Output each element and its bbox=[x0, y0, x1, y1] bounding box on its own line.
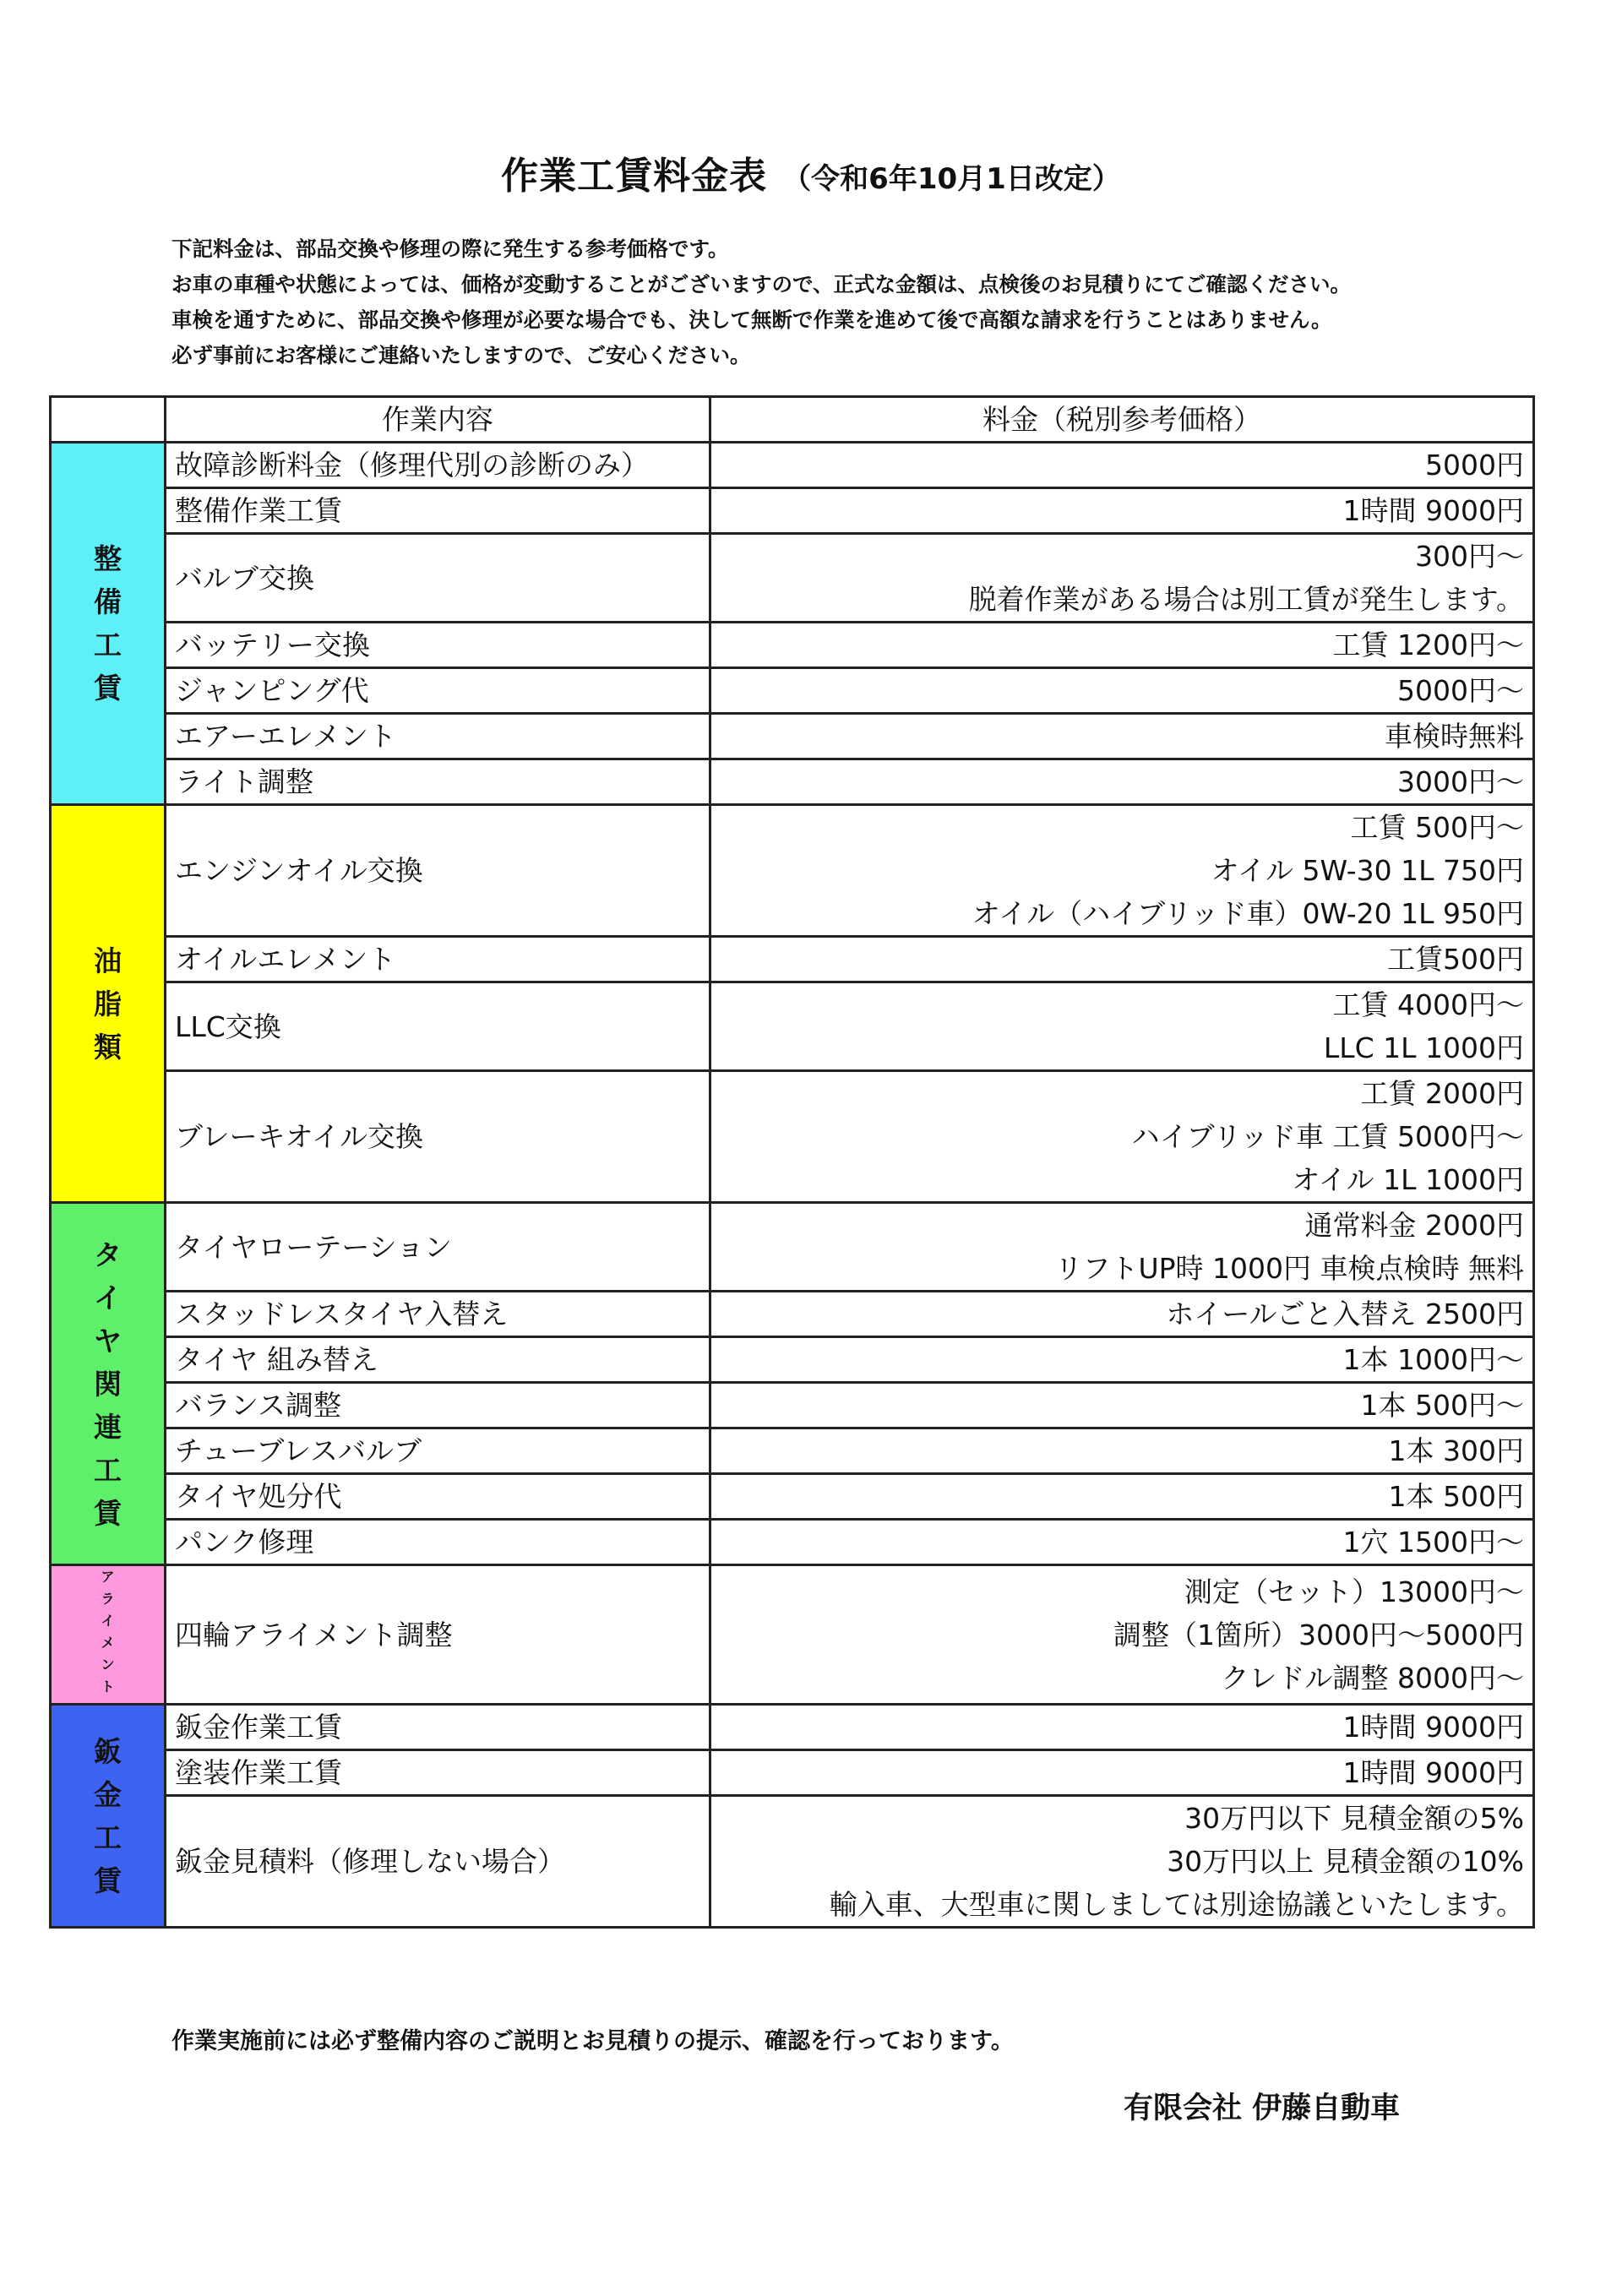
fee-line: LLC 1L 1000円 bbox=[1323, 1031, 1524, 1064]
footer-note: 作業実施前には必ず整備内容のご説明とお見積りの提示、確認を行っております。 bbox=[171, 2028, 1014, 2054]
header-fee: 料金（税別参考価格） bbox=[710, 397, 1534, 443]
work-item: バランス調整 bbox=[166, 1383, 710, 1428]
category-cell bbox=[51, 443, 166, 805]
fee-cell bbox=[710, 1520, 1534, 1565]
work-item: LLC交換 bbox=[166, 982, 710, 1071]
category-label: 油脂類 bbox=[94, 944, 122, 1064]
fee-line: 工賃500円 bbox=[1387, 943, 1524, 976]
fee-cell bbox=[710, 668, 1534, 714]
fee-cell bbox=[710, 937, 1534, 982]
table-row bbox=[51, 1796, 1534, 1928]
fee-line: クレドル調整 8000円～ bbox=[1221, 1661, 1524, 1695]
intro-line: お車の車種や状態によっては、価格が変動することがございますので、正式な金額は、点検後のお見積りにてご確認ください。 bbox=[171, 272, 1352, 297]
fee-line: 工賃 4000円～ bbox=[1332, 988, 1524, 1021]
intro-line: 車検を通すために、部品交換や修理が必要な場合でも、決して無断で作業を進めて後で高額な請求を行うことはありません。 bbox=[171, 307, 1332, 332]
fee-cell bbox=[710, 1750, 1534, 1796]
work-item: 鈑金見積料（修理しない場合） bbox=[166, 1796, 710, 1928]
header-category bbox=[51, 397, 166, 443]
table-row bbox=[51, 443, 1534, 488]
table-row bbox=[51, 1428, 1534, 1474]
fee-table bbox=[49, 395, 1535, 1929]
table-row bbox=[51, 1071, 1534, 1203]
table-row bbox=[51, 1705, 1534, 1750]
category-label: 鈑金工賃 bbox=[94, 1734, 122, 1897]
category-cell bbox=[51, 1203, 166, 1565]
fee-cell bbox=[710, 1203, 1534, 1292]
table-row bbox=[51, 623, 1534, 668]
fee-cell bbox=[710, 714, 1534, 759]
fee-line: 300円～ bbox=[1415, 540, 1524, 573]
title-main: 作業工賃料金表 bbox=[501, 155, 768, 198]
category-label: アライメント bbox=[101, 1569, 115, 1695]
table-row bbox=[51, 759, 1534, 805]
fee-cell bbox=[710, 805, 1534, 937]
work-item: エアーエレメント bbox=[166, 714, 710, 759]
fee-cell bbox=[710, 443, 1534, 488]
fee-line: 1時間 9000円 bbox=[1342, 494, 1524, 527]
work-item: ジャンピング代 bbox=[166, 668, 710, 714]
table-row bbox=[51, 1203, 1534, 1292]
fee-line: 脱着作業がある場合は別工賃が発生します。 bbox=[968, 583, 1524, 616]
header-item: 作業内容 bbox=[166, 397, 710, 443]
table-row bbox=[51, 937, 1534, 982]
fee-line: 3000円～ bbox=[1397, 765, 1524, 798]
page-title bbox=[0, 145, 1622, 199]
fee-line: オイル 5W-30 1L 750円 bbox=[1211, 854, 1524, 887]
table-row bbox=[51, 1520, 1534, 1565]
fee-table-body bbox=[51, 443, 1534, 1928]
category-cell bbox=[51, 1705, 166, 1928]
fee-cell bbox=[710, 1071, 1534, 1203]
work-item: チューブレスバルブ bbox=[166, 1428, 710, 1474]
fee-cell bbox=[710, 1337, 1534, 1383]
table-row bbox=[51, 1383, 1534, 1428]
work-item: エンジンオイル交換 bbox=[166, 805, 710, 937]
table-row bbox=[51, 1337, 1534, 1383]
fee-cell bbox=[710, 982, 1534, 1071]
intro-line: 必ず事前にお客様にご連絡いたしますので、ご安心ください。 bbox=[171, 343, 751, 367]
fee-line: 工賃 500円～ bbox=[1350, 811, 1524, 844]
fee-cell bbox=[710, 1383, 1534, 1428]
category-cell bbox=[51, 1565, 166, 1705]
fee-line: 1本 500円 bbox=[1388, 1480, 1524, 1513]
fee-cell bbox=[710, 759, 1534, 805]
table-row bbox=[51, 714, 1534, 759]
fee-line: ホイールごと入替え 2500円 bbox=[1166, 1298, 1524, 1330]
category-label: タイヤ関連工賃 bbox=[94, 1238, 122, 1530]
company-name: 有限会社 伊藤自動車 bbox=[1124, 2092, 1401, 2125]
fee-line: 輸入車、大型車に関しましては別途協議といたします。 bbox=[829, 1888, 1524, 1921]
fee-cell bbox=[710, 1428, 1534, 1474]
fee-line: 測定（セット）13000円～ bbox=[1184, 1575, 1524, 1608]
intro-text bbox=[171, 231, 1557, 373]
fee-line: 1時間 9000円 bbox=[1342, 1711, 1524, 1744]
fee-line: 1時間 9000円 bbox=[1342, 1756, 1524, 1789]
table-row bbox=[51, 534, 1534, 623]
fee-cell bbox=[710, 1292, 1534, 1337]
work-item: 塗装作業工賃 bbox=[166, 1750, 710, 1796]
work-item: ブレーキオイル交換 bbox=[166, 1071, 710, 1203]
table-row bbox=[51, 668, 1534, 714]
fee-line: オイル 1L 1000円 bbox=[1292, 1163, 1524, 1196]
work-item: タイヤ処分代 bbox=[166, 1474, 710, 1520]
fee-line: 通常料金 2000円 bbox=[1304, 1209, 1524, 1242]
work-item: ライト調整 bbox=[166, 759, 710, 805]
work-item: パンク修理 bbox=[166, 1520, 710, 1565]
category-cell bbox=[51, 805, 166, 1203]
table-row bbox=[51, 1565, 1534, 1705]
fee-line: 調整（1箇所）3000円～5000円 bbox=[1113, 1618, 1524, 1651]
table-row bbox=[51, 488, 1534, 534]
fee-line: 1本 300円 bbox=[1388, 1434, 1524, 1467]
fee-line: 工賃 1200円～ bbox=[1332, 628, 1524, 661]
fee-line: リフトUP時 1000円 車検点検時 無料 bbox=[1054, 1252, 1524, 1285]
fee-line: 30万円以上 見積金額の10% bbox=[1167, 1845, 1524, 1878]
table-row bbox=[51, 1474, 1534, 1520]
work-item: 整備作業工賃 bbox=[166, 488, 710, 534]
fee-cell bbox=[710, 1565, 1534, 1705]
fee-line: 5000円～ bbox=[1397, 674, 1524, 707]
table-row bbox=[51, 982, 1534, 1071]
fee-line: ハイブリッド車 工賃 5000円～ bbox=[1131, 1120, 1524, 1153]
fee-line: 30万円以下 見積金額の5% bbox=[1184, 1802, 1524, 1835]
work-item: 四輪アライメント調整 bbox=[166, 1565, 710, 1705]
fee-line: 車検時無料 bbox=[1385, 720, 1524, 753]
fee-cell bbox=[710, 623, 1534, 668]
work-item: タイヤローテーション bbox=[166, 1203, 710, 1292]
table-row bbox=[51, 1750, 1534, 1796]
fee-cell bbox=[710, 1796, 1534, 1928]
fee-line: 工賃 2000円 bbox=[1360, 1077, 1524, 1110]
fee-line: オイル（ハイブリッド車）0W-20 1L 950円 bbox=[972, 897, 1524, 930]
intro-line: 下記料金は、部品交換や修理の際に発生する参考価格です。 bbox=[171, 237, 729, 261]
category-label: 整備工賃 bbox=[94, 542, 122, 705]
work-item: タイヤ 組み替え bbox=[166, 1337, 710, 1383]
table-row bbox=[51, 1292, 1534, 1337]
fee-cell bbox=[710, 534, 1534, 623]
fee-line: 1本 500円～ bbox=[1360, 1389, 1524, 1422]
work-item: 鈑金作業工賃 bbox=[166, 1705, 710, 1750]
title-revision-date: （令和6年10月1日改定） bbox=[782, 162, 1121, 196]
work-item: 故障診断料金（修理代別の診断のみ） bbox=[166, 443, 710, 488]
work-item: スタッドレスタイヤ入替え bbox=[166, 1292, 710, 1337]
fee-cell bbox=[710, 488, 1534, 534]
fee-line: 1本 1000円～ bbox=[1342, 1343, 1524, 1376]
work-item: バルブ交換 bbox=[166, 534, 710, 623]
fee-line: 5000円 bbox=[1425, 449, 1524, 482]
fee-line: 1穴 1500円～ bbox=[1342, 1526, 1524, 1559]
fee-cell bbox=[710, 1474, 1534, 1520]
table-row bbox=[51, 805, 1534, 937]
work-item: バッテリー交換 bbox=[166, 623, 710, 668]
work-item: オイルエレメント bbox=[166, 937, 710, 982]
table-header-row bbox=[51, 397, 1534, 443]
fee-cell bbox=[710, 1705, 1534, 1750]
